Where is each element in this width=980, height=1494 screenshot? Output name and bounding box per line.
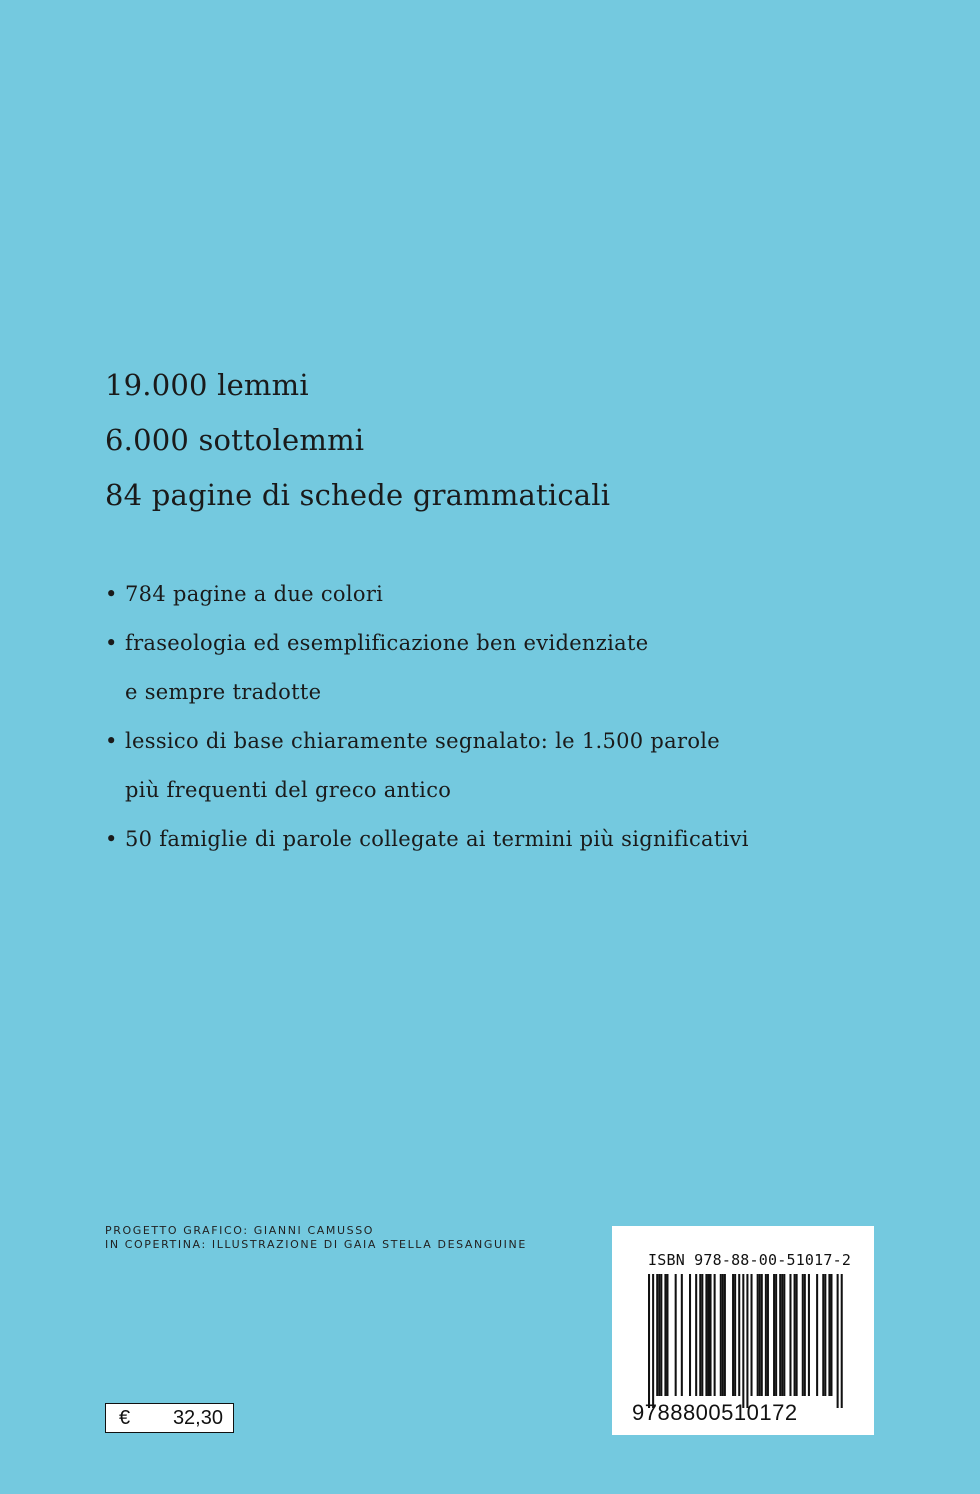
barcode-bar: [781, 1274, 783, 1396]
barcode-bar: [666, 1274, 668, 1396]
bullet-icon: •: [105, 827, 118, 851]
barcode-bar: [802, 1274, 804, 1396]
barcode-bar: [794, 1274, 796, 1396]
barcode-guard-bar: [742, 1274, 744, 1408]
barcode-bar: [759, 1274, 761, 1396]
feature-item: [105, 570, 749, 619]
barcode-digits: 9788800510172: [632, 1400, 798, 1425]
barcode-bar: [775, 1274, 777, 1396]
feature-text-continued: e sempre tradotte: [125, 680, 322, 704]
barcode-bar: [751, 1274, 753, 1396]
barcode-bar: [658, 1274, 660, 1396]
barcode-bar: [689, 1274, 691, 1396]
barcode-panel: [612, 1226, 874, 1435]
barcode-bar: [681, 1274, 683, 1396]
barcode-bar: [761, 1274, 763, 1396]
barcode-bar: [804, 1274, 806, 1396]
credit-design: PROGETTO GRAFICO: GIANNI CAMUSSO: [105, 1224, 375, 1237]
feature-item: [105, 619, 749, 717]
barcode-bar: [779, 1274, 781, 1396]
barcode-bar: [732, 1274, 734, 1396]
barcode-bar: [695, 1274, 697, 1396]
bullet-icon: •: [105, 582, 118, 606]
barcode-bar: [738, 1274, 740, 1396]
stat-lemmi: 19.000 lemmi: [105, 368, 309, 402]
barcode-bar: [773, 1274, 775, 1396]
barcode-bar: [816, 1274, 818, 1396]
barcode-bar: [765, 1274, 767, 1396]
barcode-bar: [701, 1274, 703, 1396]
barcode-bar: [664, 1274, 666, 1396]
barcode-bar: [720, 1274, 722, 1396]
barcode-bar: [734, 1274, 736, 1396]
stats-block: [105, 358, 610, 523]
currency-symbol: €: [119, 1407, 131, 1429]
barcode-bar: [808, 1274, 810, 1396]
feature-text: 784 pagine a due colori: [125, 582, 384, 606]
barcode-guard-bar: [841, 1274, 843, 1408]
barcode-bar: [707, 1274, 709, 1396]
barcode-guard-bar: [746, 1274, 748, 1408]
stat-sottolemmi: 6.000 sottolemmi: [105, 423, 365, 457]
barcode-bar: [675, 1274, 677, 1396]
barcode-bar: [724, 1274, 726, 1396]
feature-list: [105, 570, 749, 864]
barcode-bar: [660, 1274, 662, 1396]
barcode-guard-bar: [837, 1274, 839, 1408]
barcode-bar: [710, 1274, 712, 1396]
barcode-bar: [705, 1274, 707, 1396]
barcode-bar: [830, 1274, 832, 1396]
stat-schede: 84 pagine di schede grammaticali: [105, 478, 611, 512]
barcode-bar: [656, 1274, 658, 1396]
price-box: [105, 1403, 234, 1433]
feature-text: lessico di base chiaramente segnalato: le 1.500 parole: [125, 729, 721, 753]
barcode-bar: [828, 1274, 830, 1396]
barcode-bar: [722, 1274, 724, 1396]
feature-item: [105, 815, 749, 864]
barcode-bar: [824, 1274, 826, 1396]
feature-text: fraseologia ed esemplificazione ben evidenziate: [125, 631, 649, 655]
bullet-icon: •: [105, 729, 118, 753]
barcode-bar: [783, 1274, 785, 1396]
credit-cover: IN COPERTINA: ILLUSTRAZIONE DI GAIA STELLA DESANGUINE: [105, 1238, 527, 1251]
barcode-bar: [767, 1274, 769, 1396]
barcode-guard-bar: [648, 1274, 650, 1408]
barcode-bar: [757, 1274, 759, 1396]
barcode-bar: [796, 1274, 798, 1396]
barcode-bar: [822, 1274, 824, 1396]
barcode-bar: [714, 1274, 716, 1396]
barcode-bar: [699, 1274, 701, 1396]
feature-item: [105, 717, 749, 815]
barcode-bar: [789, 1274, 791, 1396]
bullet-icon: •: [105, 631, 118, 655]
feature-text: 50 famiglie di parole collegate ai termini più significativi: [125, 827, 749, 851]
credits: [105, 1224, 527, 1252]
feature-text-continued: più frequenti del greco antico: [125, 778, 452, 802]
price-amount: 32,30: [172, 1407, 223, 1429]
isbn-label: ISBN 978-88-00-51017-2: [648, 1251, 852, 1269]
barcode-guard-bar: [652, 1274, 654, 1408]
